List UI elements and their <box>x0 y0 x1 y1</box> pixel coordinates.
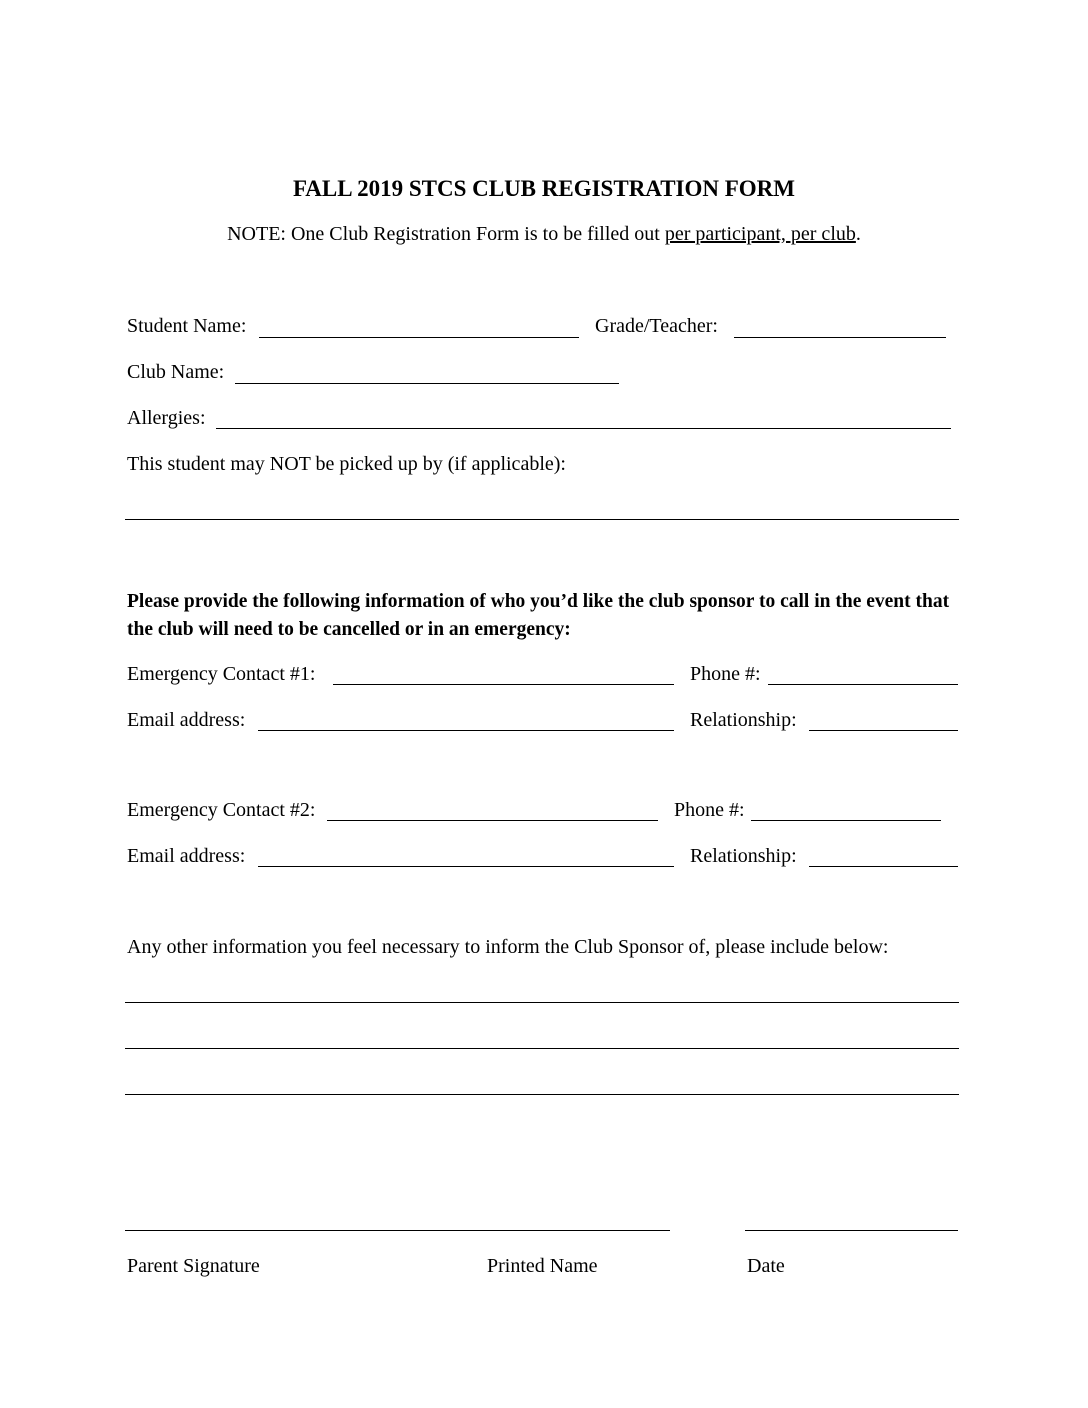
emergency-contact-2-field[interactable] <box>327 820 658 821</box>
relationship-1-field[interactable] <box>809 730 958 731</box>
grade-teacher-field[interactable] <box>734 337 946 338</box>
emergency-contact-instructions: Please provide the following information of who you’d like the club sponsor to call in the event that the club will need to be cancelled or in an emergency: <box>127 591 950 640</box>
parent-signature-label: Parent Signature <box>127 1255 260 1277</box>
student-name-label: Student Name: <box>127 315 247 337</box>
other-info-line-1[interactable] <box>125 1002 959 1003</box>
phone-2-label: Phone #: <box>674 799 745 821</box>
phone-2-field[interactable] <box>751 820 941 821</box>
grade-teacher-label: Grade/Teacher: <box>595 315 718 337</box>
emergency-contact-1-label: Emergency Contact #1: <box>127 663 316 685</box>
relationship-2-field[interactable] <box>809 866 958 867</box>
student-name-field[interactable] <box>259 337 579 338</box>
email-1-field[interactable] <box>258 730 674 731</box>
emergency-contact-2-label: Emergency Contact #2: <box>127 799 316 821</box>
club-name-label: Club Name: <box>127 361 225 383</box>
relationship-2-label: Relationship: <box>690 845 797 867</box>
note-text: NOTE: One Club Registration Form is to be filled out <box>227 223 665 245</box>
note-underlined-text: per participant, per club <box>664 223 856 245</box>
date-label: Date <box>747 1255 785 1277</box>
club-name-field[interactable] <box>235 383 619 384</box>
pickup-restriction-label: This student may NOT be picked up by (if applicable): <box>127 453 566 475</box>
signature-printed-name-field[interactable] <box>125 1230 670 1231</box>
allergies-label: Allergies: <box>127 407 206 429</box>
email-2-label: Email address: <box>127 845 246 867</box>
phone-1-field[interactable] <box>768 684 958 685</box>
other-info-line-2[interactable] <box>125 1048 959 1049</box>
pickup-restriction-field[interactable] <box>125 519 959 520</box>
allergies-field[interactable] <box>216 428 951 429</box>
other-info-line-3[interactable] <box>125 1094 959 1095</box>
date-field[interactable] <box>745 1230 958 1231</box>
form-note <box>0 222 1088 246</box>
phone-1-label: Phone #: <box>690 663 761 685</box>
email-1-label: Email address: <box>127 709 246 731</box>
other-info-label: Any other information you feel necessary to inform the Club Sponsor of, please include below: <box>127 936 889 958</box>
email-2-field[interactable] <box>258 866 674 867</box>
note-suffix: . <box>855 223 861 245</box>
relationship-1-label: Relationship: <box>690 709 797 731</box>
form-title: FALL 2019 STCS CLUB REGISTRATION FORM <box>292 176 796 201</box>
emergency-contact-1-field[interactable] <box>333 684 674 685</box>
printed-name-label: Printed Name <box>487 1255 598 1277</box>
